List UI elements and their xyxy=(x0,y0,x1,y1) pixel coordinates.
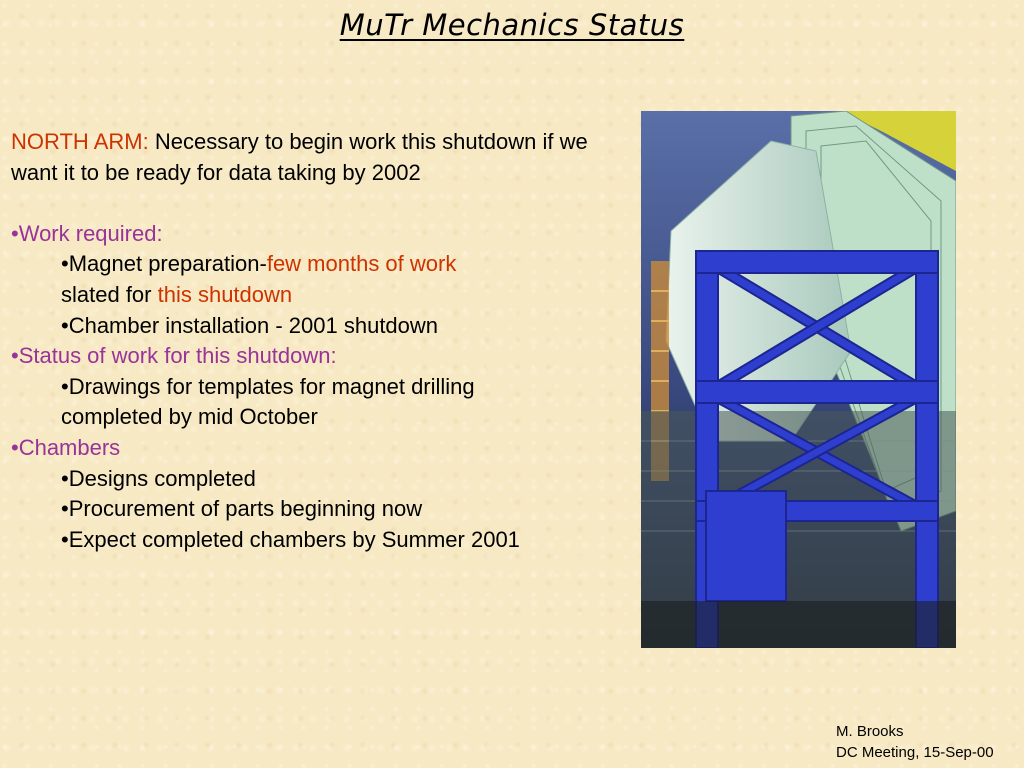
chamber-installation-item: •Chamber installation - 2001 shutdown xyxy=(61,312,439,338)
footer-author: M. Brooks xyxy=(836,723,904,740)
slide-title: MuTr Mechanics Status xyxy=(339,8,685,42)
chambers-heading: Chambers xyxy=(18,434,121,460)
work-required-heading: •Work required: xyxy=(11,220,163,246)
spacer xyxy=(11,188,631,219)
chambers-bullet: • xyxy=(11,434,19,460)
detector-photo-illustration xyxy=(641,111,956,648)
chambers-item-procurement: •Procurement of parts beginning now xyxy=(61,496,423,522)
footer xyxy=(836,721,994,763)
slated-highlight: this shutdown xyxy=(157,281,293,307)
north-arm-label: NORTH ARM: xyxy=(11,129,149,154)
footer-event: DC Meeting, 15-Sep-00 xyxy=(836,744,994,761)
drawings-item-line2: completed by mid October xyxy=(61,404,318,430)
status-heading: •Status of work for this shutdown: xyxy=(11,343,337,369)
intro-paragraph xyxy=(11,127,631,188)
slated-line xyxy=(11,280,631,311)
slated-prefix: slated for xyxy=(61,281,158,307)
detector-photo xyxy=(641,111,956,648)
chambers-heading-line xyxy=(11,433,631,464)
intro-text: Necessary to begin work this shutdown if we want it to be ready for data taking by 2002 xyxy=(11,129,588,185)
slide-body xyxy=(11,127,631,555)
magnet-preparation-item xyxy=(11,249,631,280)
chambers-item-expect: •Expect completed chambers by Summer 2001 xyxy=(61,526,520,552)
magnet-prefix: •Magnet preparation- xyxy=(61,251,267,277)
magnet-highlight: few months of work xyxy=(266,251,457,277)
chambers-item-designs: •Designs completed xyxy=(61,465,256,491)
drawings-item-line1: •Drawings for templates for magnet drilling xyxy=(61,373,475,399)
